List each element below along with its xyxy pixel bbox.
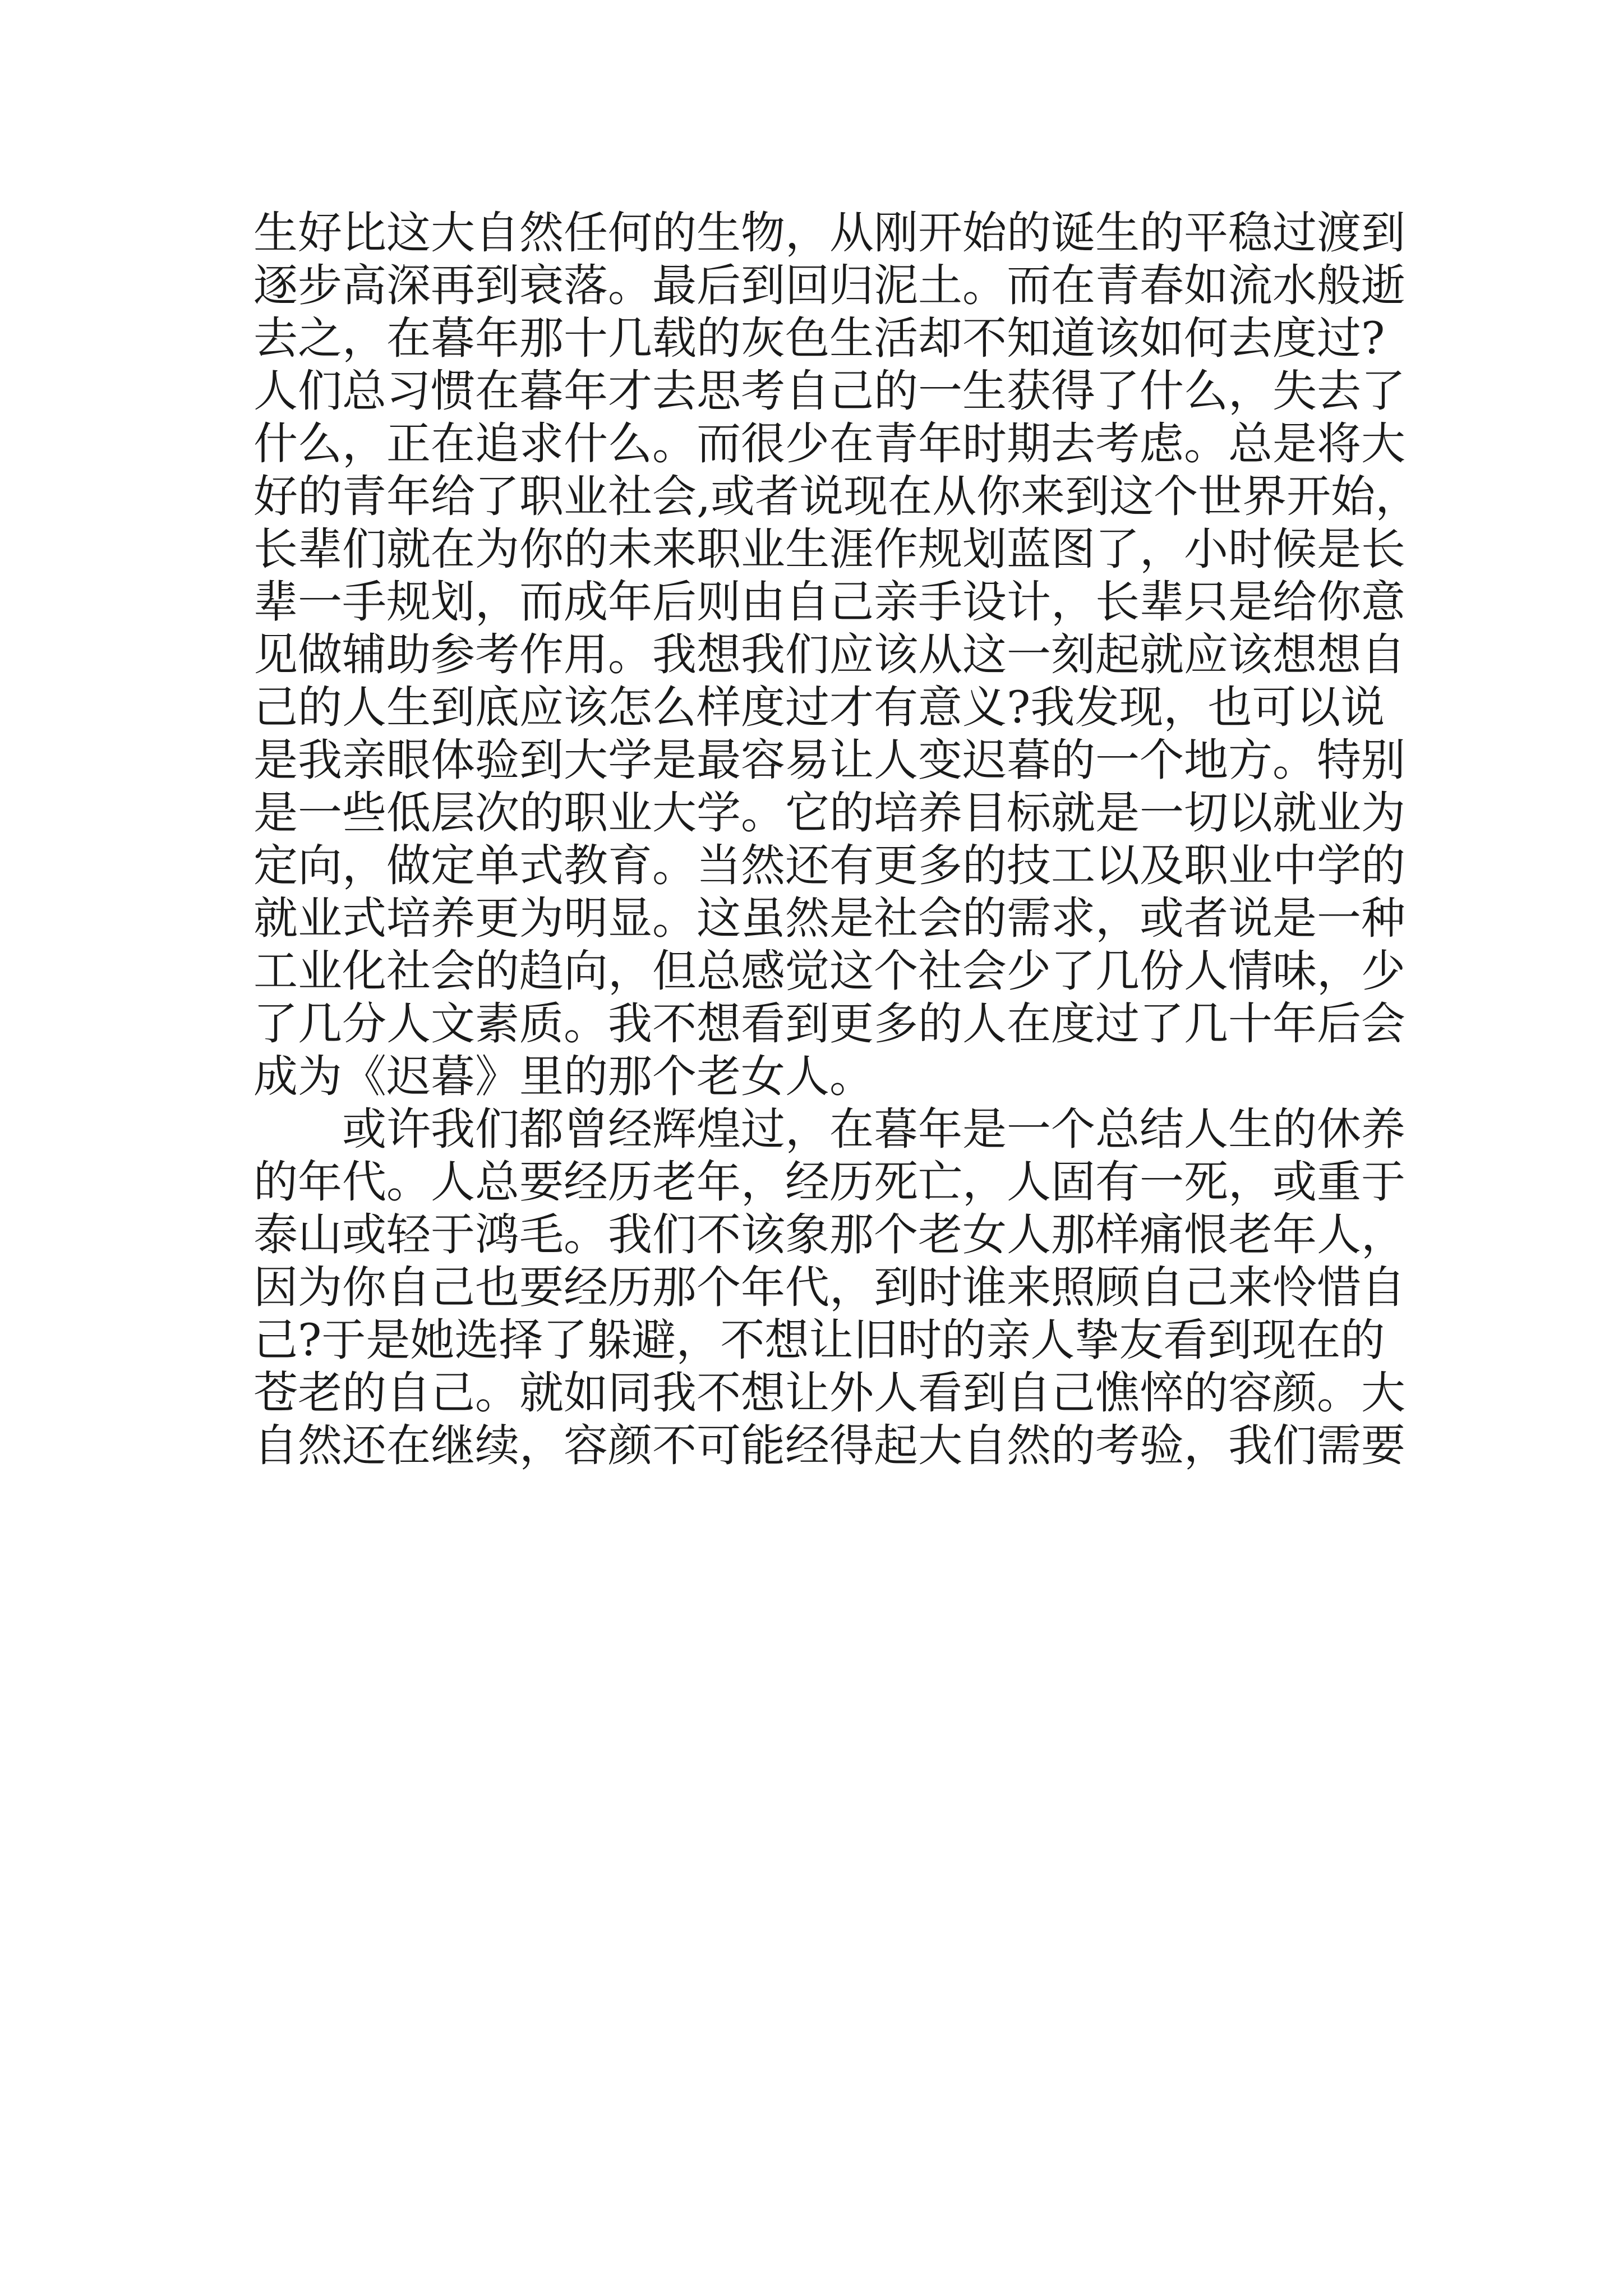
text-line: 是我亲眼体验到大学是最容易让人变迟暮的一个地方。特别	[253, 734, 1405, 786]
text-line: 苍老的自己。就如同我不想让外人看到自己憔悴的容颜。大	[253, 1367, 1405, 1419]
text-line: 生好比这大自然任何的生物，从刚开始的诞生的平稳过渡到	[253, 207, 1405, 259]
text-line: 的年代。人总要经历老年，经历死亡，人固有一死，或重于	[253, 1156, 1405, 1208]
text-line: 是一些低层次的职业大学。它的培养目标就是一切以就业为	[253, 787, 1405, 839]
paragraph-2	[253, 1103, 1405, 1472]
text-line: 什么，正在追求什么。而很少在青年时期去考虑。总是将大	[253, 418, 1405, 470]
text-line: 见做辅助参考作用。我想我们应该从这一刻起就应该想想自	[253, 629, 1405, 680]
text-line: 自然还在继续，容颜不可能经得起大自然的考验，我们需要	[253, 1420, 1405, 1471]
text-line: 泰山或轻于鸿毛。我们不该象那个老女人那样痛恨老年人，	[253, 1209, 1405, 1260]
paragraph-1	[253, 206, 1420, 1103]
body-text	[253, 206, 1420, 1472]
text-line: 了几分人文素质。我不想看到更多的人在度过了几十年后会	[253, 998, 1405, 1050]
text-line: 长辈们就在为你的未来职业生涯作规划蓝图了，小时候是长	[253, 523, 1405, 575]
text-line: 逐步高深再到衰落。最后到回归泥土。而在青春如流水般逝	[253, 260, 1405, 311]
text-line: 人们总习惯在暮年才去思考自己的一生获得了什么，失去了	[253, 365, 1405, 417]
text-line: 己?于是她选择了躲避，不想让旧时的亲人挚友看到现在的	[253, 1314, 1385, 1366]
text-line: 己的人生到底应该怎么样度过才有意义?我发现，也可以说	[253, 682, 1385, 733]
text-line: 就业式培养更为明显。这虽然是社会的需求，或者说是一种	[253, 892, 1405, 944]
text-line: 去之，在暮年那十几载的灰色生活却不知道该如何去度过?	[253, 312, 1385, 364]
text-line: 工业化社会的趋向，但总感觉这个社会少了几份人情味，少	[253, 945, 1405, 997]
text-line: 定向，做定单式教育。当然还有更多的技工以及职业中学的	[253, 840, 1405, 891]
text-line: 或许我们都曾经辉煌过，在暮年是一个总结人生的休养	[342, 1103, 1405, 1155]
text-line: 辈一手规划，而成年后则由自己亲手设计，长辈只是给你意	[253, 576, 1405, 628]
text-line: 因为你自己也要经历那个年代，到时谁来照顾自己来怜惜自	[253, 1262, 1405, 1313]
text-line: 好的青年给了职业社会,或者说现在从你来到这个世界开始，	[253, 471, 1420, 522]
text-line: 成为《迟暮》里的那个老女人。	[253, 1051, 874, 1102]
